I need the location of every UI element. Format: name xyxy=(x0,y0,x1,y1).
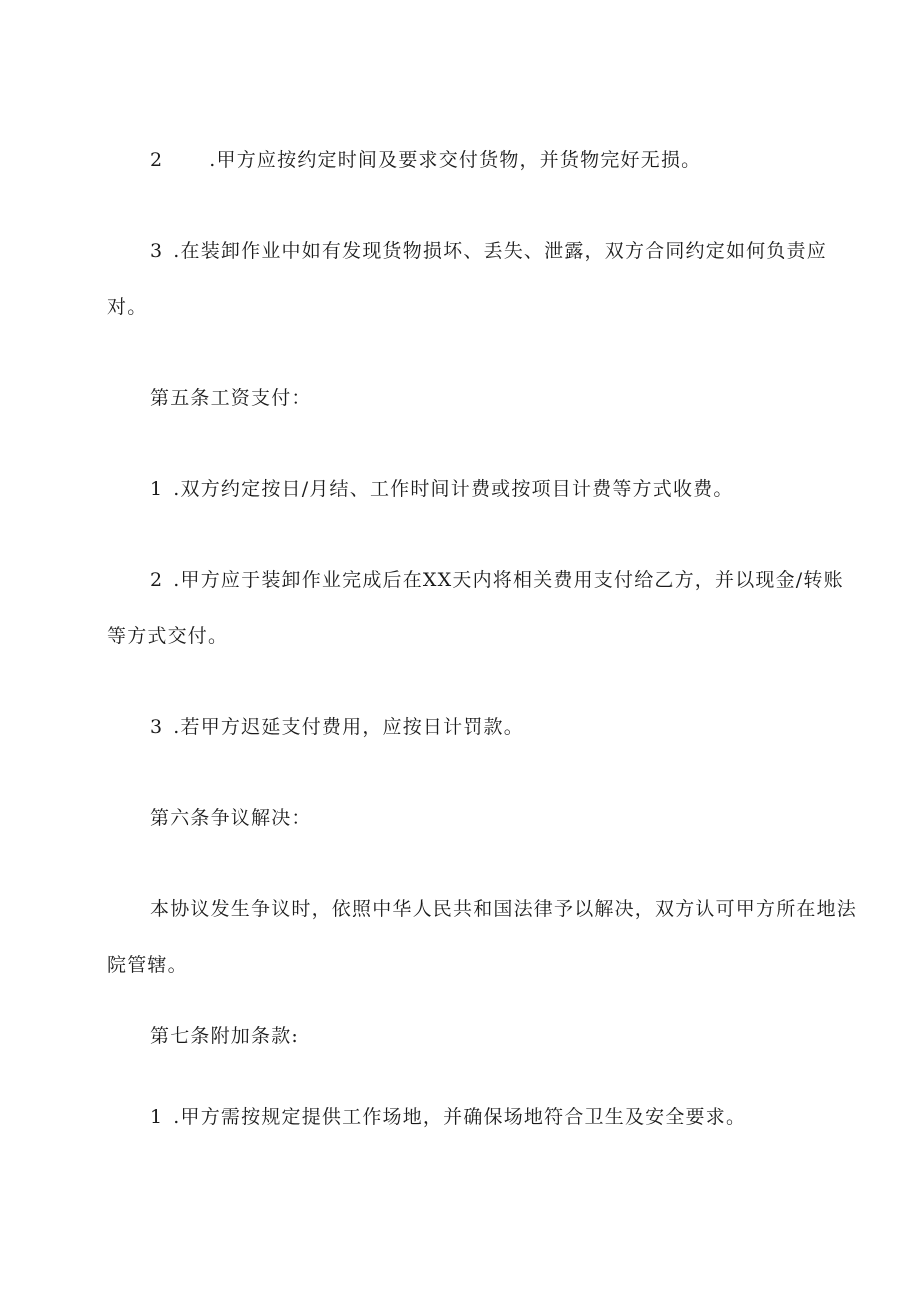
item-text: .甲方应于装卸作业完成后在XX天内将相关费用支付给乙方，并以现金/转账 xyxy=(173,569,844,591)
section-heading: 第七条附加条款: xyxy=(150,1025,300,1047)
clause-item xyxy=(150,476,734,502)
item-text: .若甲方迟延支付费用，应按日计罚款。 xyxy=(173,716,524,738)
clause-item xyxy=(150,238,827,264)
item-number: 3 xyxy=(150,716,164,738)
clause-item xyxy=(150,147,701,173)
clause-item xyxy=(150,714,524,740)
item-text: .在装卸作业中如有发现货物损坏、丢失、泄露，双方合同约定如何负责应 xyxy=(173,240,827,262)
clause-item xyxy=(150,567,844,593)
item-text: .甲方应按约定时间及要求交付货物，并货物完好无损。 xyxy=(209,149,702,171)
paragraph-continuation: 院管辖。 xyxy=(107,954,188,976)
paragraph: 本协议发生争议时，依照中华人民共和国法律予以解决，双方认可甲方所在地法 xyxy=(150,898,858,920)
item-number: 3 xyxy=(150,240,164,262)
section-heading: 第六条争议解决： xyxy=(150,807,312,829)
section-heading: 第五条工资支付： xyxy=(150,387,312,409)
clause-item xyxy=(150,1104,746,1130)
item-continuation: 等方式交付。 xyxy=(107,625,229,647)
item-number: 1 xyxy=(150,478,164,500)
item-text: .甲方需按规定提供工作场地，并确保场地符合卫生及安全要求。 xyxy=(173,1106,747,1128)
item-number: 2 xyxy=(150,149,164,171)
item-continuation: 对。 xyxy=(107,296,148,318)
item-text: .双方约定按日/月结、工作时间计费或按项目计费等方式收费。 xyxy=(173,478,734,500)
item-number: 2 xyxy=(150,569,164,591)
item-number: 1 xyxy=(150,1106,164,1128)
